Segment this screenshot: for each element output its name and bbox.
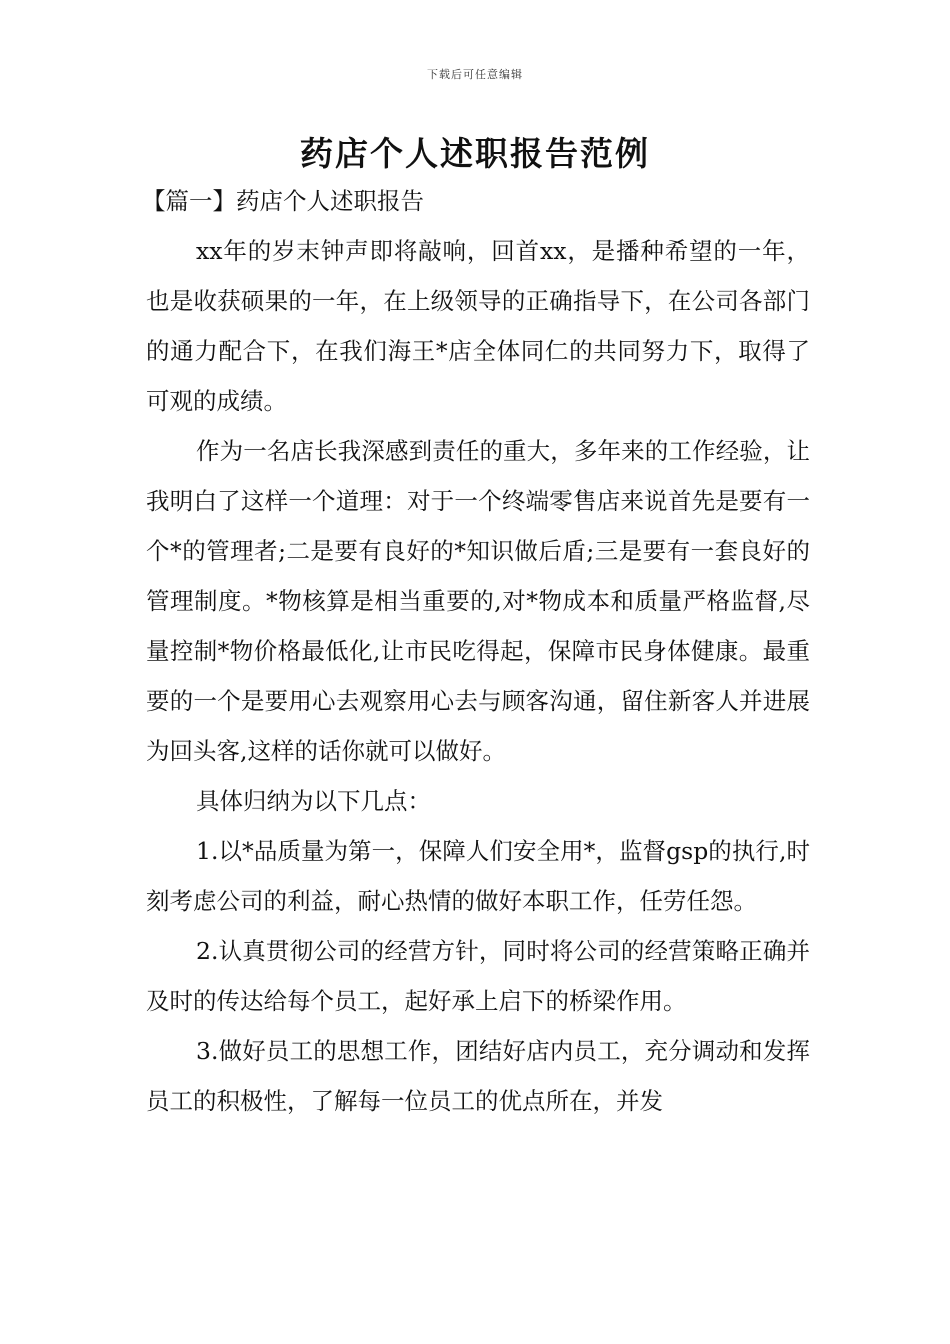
paragraph-summary-lead: 具体归纳为以下几点： bbox=[196, 787, 431, 815]
list-item-2: 2.认真贯彻公司的经营方针，同时将公司的经营策略正确并及时的传达给每个员工，起好承上启下的桥梁作用。 bbox=[146, 937, 810, 1015]
paragraph-intro: xx年的岁末钟声即将敲响，回首xx，是播种希望的一年，也是收获硕果的一年，在上级领导的正确指导下，在公司各部门的通力配合下，在我们海王*店全体同仁的共同努力下，取得了可观的成绩。 bbox=[146, 237, 810, 415]
header-note: 下载后可任意编辑 bbox=[427, 68, 523, 81]
section-heading: 【篇一】药店个人述职报告 bbox=[142, 187, 424, 215]
list-item-1: 1.以*品质量为第一，保障人们安全用*，监督gsp的执行,时刻考虑公司的利益，耐心热情的做好本职工作，任劳任怨。 bbox=[146, 837, 810, 915]
document-body bbox=[142, 176, 810, 1126]
paragraph-experience: 作为一名店长我深感到责任的重大，多年来的工作经验，让我明白了这样一个道理：对于一个终端零售店来说首先是要有一个*的管理者;二是要有良好的*知识做后盾;三是要有一套良好的管理制度。*物核算是相当重要的,对*物成本和质量严格监督,尽量控制*物价格最低化,让市民吃得起，保障市民身体健康。最重要的一个是要用心去观察用心去与顾客沟通，留住新客人并进展为回头客,这样的话你就可以做好。 bbox=[146, 437, 810, 765]
list-item-3: 3.做好员工的思想工作，团结好店内员工，充分调动和发挥员工的积极性，了解每一位员工的优点所在，并发 bbox=[146, 1037, 810, 1115]
page-title: 药店个人述职报告范例 bbox=[300, 134, 650, 173]
